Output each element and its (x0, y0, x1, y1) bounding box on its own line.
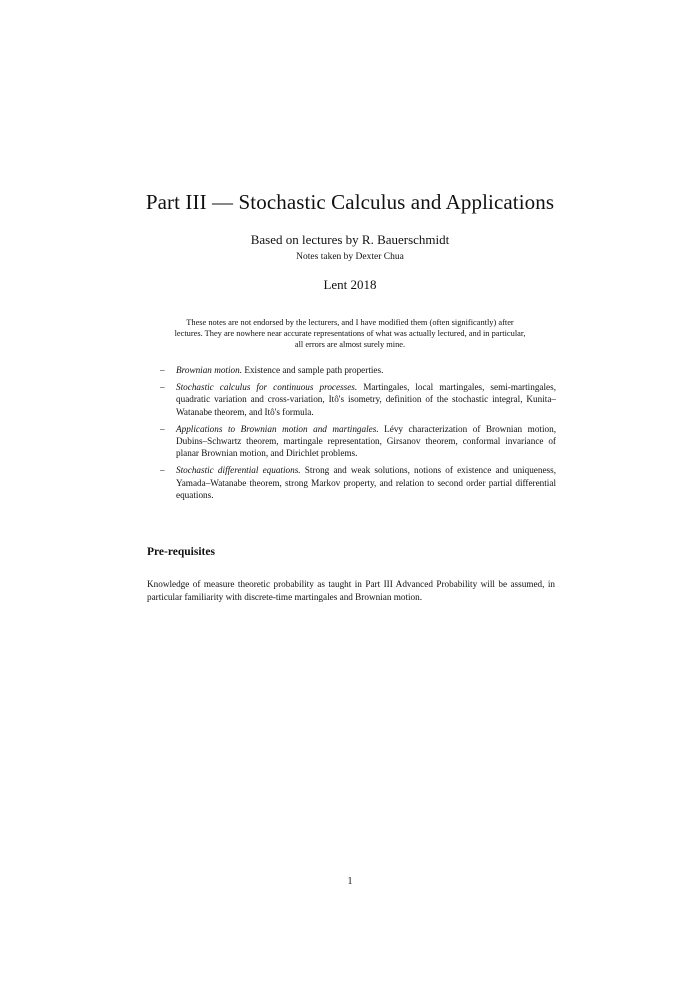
syllabus-topic: Stochastic calculus for continuous processes. (176, 382, 358, 393)
syllabus-list (160, 364, 556, 506)
syllabus-item (160, 464, 556, 501)
document-title: Part III — Stochastic Calculus and Applications (145, 190, 555, 214)
syllabus-topic: Brownian motion. (176, 365, 243, 375)
list-dash: – (160, 382, 165, 393)
syllabus-item (160, 423, 556, 460)
syllabus-item (160, 381, 556, 418)
syllabus-description: Strong and weak solutions, notions of existence and uniqueness, Yamada–Watanabe theorem, strong Markov property, and relation to second order partial differential equations. (176, 465, 556, 500)
list-dash: – (160, 365, 165, 375)
notes-author-line: Notes taken by Dexter Chua (296, 252, 404, 262)
list-dash: – (160, 423, 165, 434)
term-line: Lent 2018 (323, 277, 377, 292)
syllabus-topic: Stochastic differential equations. (176, 465, 301, 476)
disclaimer-paragraph: These notes are not endorsed by the lecturers, and I have modified them (often significantly) after lectures. They are nowhere near accurate representations of what was actually lectured, and in particular, all errors are almost surely mine. (174, 318, 526, 349)
syllabus-description: Martingales, local martingales, semi-martingales, quadratic variation and cross-variation, Itô's isometry, definition of the stochastic integral, Kunita–Watanabe theorem, and Itô's formula. (176, 382, 556, 417)
page-number: 1 (347, 876, 353, 887)
syllabus-description: Existence and sample path properties. (242, 365, 384, 375)
syllabus-item (160, 364, 556, 376)
prerequisites-heading: Pre-requisites (147, 546, 215, 558)
syllabus-topic: Applications to Brownian motion and martingales. (176, 423, 379, 434)
list-dash: – (160, 465, 165, 476)
syllabus-description: Lévy characterization of Brownian motion, Dubins–Schwartz theorem, martingale representation, Girsanov theorem, conformal invariance of planar Brownian motion, and Dirichlet problems. (176, 423, 556, 459)
prerequisites-paragraph: Knowledge of measure theoretic probability as taught in Part III Advanced Probability will be assumed, in particular familiarity with discrete-time martingales and Brownian motion. (147, 579, 555, 602)
lecturer-line: Based on lectures by R. Bauerschmidt (250, 232, 450, 247)
